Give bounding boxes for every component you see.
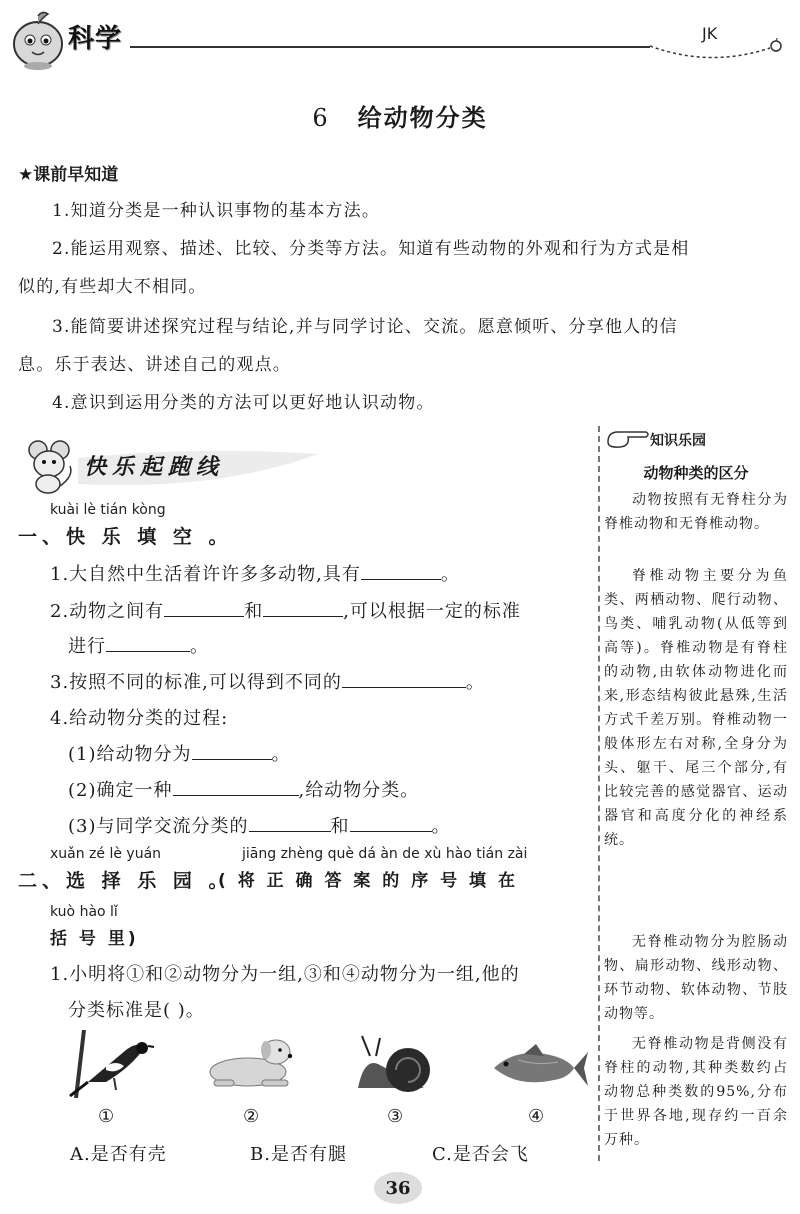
fill-heading: 一、快 乐 填 空 。	[18, 526, 233, 548]
sidebar-para-1: 动物按照有无脊柱分为脊椎动物和无脊椎动物。	[604, 492, 788, 532]
option-a[interactable]: A.是否有壳	[70, 1144, 167, 1165]
fill-q4-s2: (2)确定一种 ,给动物分类。	[68, 776, 419, 802]
choice-instruction: ( 将 正 确 答 案 的 序 号 填 在	[218, 871, 518, 891]
sidebar-para-2: 脊椎动物主要分为鱼类、两栖动物、爬行动物、鸟类、哺乳动物(从低等到高等)。脊椎动物是有脊柱的动物,由软体动物进化而来,形态结构彼此悬殊,生活方式千差万别。脊椎动物一般体形左右对称,全身分为头、躯干、尾三个部分,有比较完善的感觉器官、运动器官和高度分化的神经系统。	[604, 568, 788, 848]
choice-q1-cont: 分类标准是( )。	[68, 1000, 205, 1021]
sidebar-title: 动物种类的区分	[643, 464, 749, 482]
magpie-icon	[66, 1030, 156, 1098]
lesson-title-text: 给动物分类	[357, 103, 488, 132]
preview-item-3: 3.能简要讲述探究过程与结论,并与同学讨论、交流。愿意倾听、分享他人的信 息。乐于表达、讲述自己的观点。	[18, 317, 678, 375]
blank-4d[interactable]	[350, 813, 432, 832]
fill-q2-cont: 进行 。	[68, 632, 209, 658]
snail-icon	[354, 1034, 436, 1094]
fill-q4-s1: (1)给动物分为 。	[68, 740, 291, 766]
fill-q2: 2.动物之间有 和 ,可以根据一定的标准	[50, 597, 521, 623]
edition-label: JK	[702, 24, 718, 43]
choice-q1: 1.小明将①和②动物分为一组,③和④动物分为一组,他的	[50, 964, 520, 985]
fill-pinyin: kuài lè tián kòng	[50, 502, 166, 518]
blank-4b[interactable]	[173, 777, 299, 796]
sidebar-tag: 知识乐园	[650, 433, 706, 449]
dog-icon	[204, 1034, 300, 1090]
mascot-logo	[8, 10, 68, 72]
sidebar-para-4: 无脊椎动物是背侧没有脊柱的动物,其种类数约占动物总种类数的95%,分布于世界各地,现存约一百余万种。	[604, 1036, 788, 1148]
header-rule	[130, 46, 650, 48]
choice-instruction-2: 括 号 里)	[50, 929, 139, 949]
header-ornament	[650, 38, 790, 68]
instruction-pinyin-2: kuò hào lǐ	[50, 904, 118, 920]
pointing-hand-icon	[606, 428, 650, 450]
sidebar-para-3: 无脊椎动物分为腔肠动物、扁形动物、线形动物、环节动物、软体动物、节肢动物等。	[604, 934, 788, 1022]
page-number: 36	[385, 1178, 411, 1199]
animal-label-1: ①	[98, 1106, 115, 1127]
option-b[interactable]: B.是否有腿	[250, 1144, 347, 1165]
fill-q1: 1.大自然中生活着许许多多动物,具有 。	[50, 560, 460, 586]
animal-label-3: ③	[387, 1106, 404, 1127]
blank-4c[interactable]	[249, 813, 331, 832]
animal-label-4: ④	[528, 1106, 545, 1127]
subject-tag: 科学	[68, 24, 123, 54]
blank-4a[interactable]	[192, 741, 272, 760]
preview-item-2: 2.能运用观察、描述、比较、分类等方法。知道有些动物的外观和行为方式是相 似的,有些却大不相同。	[18, 239, 690, 297]
fill-q4-s3: (3)与同学交流分类的 和 。	[68, 812, 451, 838]
lesson-number: 6	[312, 104, 330, 132]
preview-item-4: 4.意识到运用分类的方法可以更好地认识动物。	[52, 393, 435, 413]
banner-title: 快乐起跑线	[84, 455, 225, 480]
fish-icon	[488, 1042, 588, 1094]
instruction-pinyin: jiāng zhèng què dá àn de xù hào tián zài	[242, 846, 528, 862]
choice-heading: 二、选 择 乐 园 。	[18, 870, 233, 892]
blank-2b[interactable]	[263, 598, 343, 617]
preview-item-1: 1.知道分类是一种认识事物的基本方法。	[52, 201, 381, 221]
option-c[interactable]: C.是否会飞	[432, 1144, 529, 1165]
blank-1[interactable]	[361, 561, 441, 580]
preview-heading: ★课前早知道	[18, 165, 119, 185]
blank-3[interactable]	[342, 669, 466, 688]
fill-q4: 4.给动物分类的过程:	[50, 708, 229, 729]
choice-pinyin: xuǎn zé lè yuán	[50, 846, 162, 862]
blank-2a[interactable]	[164, 598, 244, 617]
lesson-title	[0, 98, 800, 133]
blank-2c[interactable]	[106, 633, 190, 652]
animal-label-2: ②	[243, 1106, 260, 1127]
fill-q3: 3.按照不同的标准,可以得到不同的 。	[50, 668, 485, 694]
